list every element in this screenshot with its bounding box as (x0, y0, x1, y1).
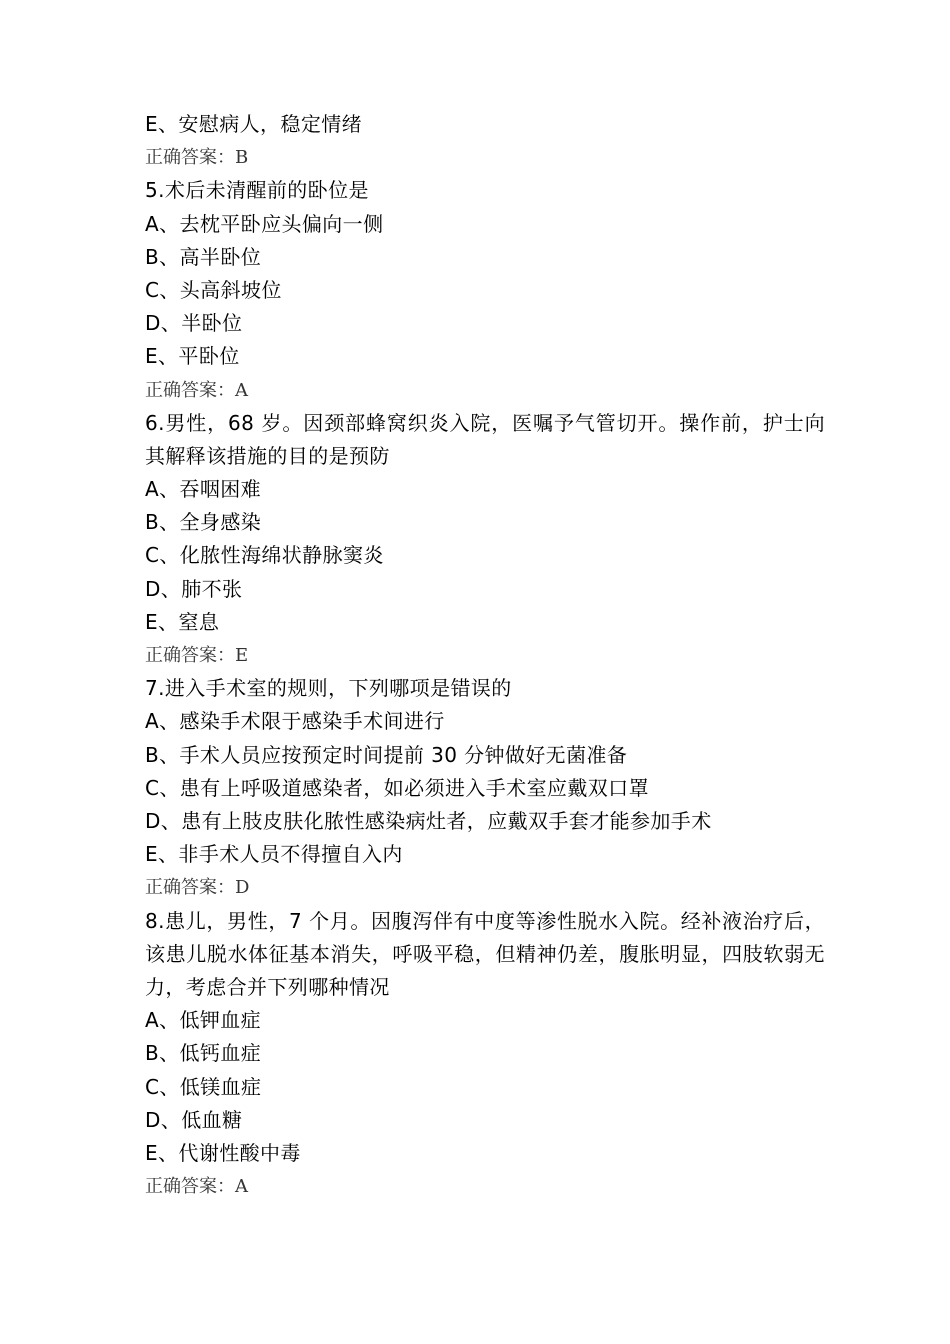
option-c: C、头高斜坡位 (145, 277, 282, 302)
question-8 (145, 905, 825, 1204)
option-d: D、低血糖 (145, 1107, 243, 1132)
option-b: B、高半卧位 (145, 244, 262, 269)
correct-answer: 正确答案：E (145, 645, 249, 667)
option-c: C、低镁血症 (145, 1074, 262, 1099)
question-stem: 7.进入手术室的规则，下列哪项是错误的 (145, 676, 512, 701)
option-e: E、代谢性酸中毒 (145, 1140, 301, 1165)
question-4-tail (145, 108, 825, 174)
question-6 (145, 407, 825, 673)
option-b: B、低钙血症 (145, 1041, 262, 1066)
option-e: E、窒息 (145, 609, 220, 634)
option-a: A、去枕平卧应头偏向一侧 (145, 211, 384, 236)
option-d: D、肺不张 (145, 576, 243, 601)
question-stem: 8.患儿，男性，7 个月。因腹泻伴有中度等渗性脱水入院。经补液治疗后，该患儿脱水体征基本消失，呼吸平稳，但精神仍差，腹胀明显，四肢软弱无力，考虑合并下列哪种情况 (145, 908, 825, 999)
option-c: C、化脓性海绵状静脉窦炎 (145, 543, 384, 568)
option-e: E、安慰病人，稳定情绪 (145, 112, 363, 136)
question-stem: 6.男性，68 岁。因颈部蜂窝织炎入院，医嘱予气管切开。操作前，护士向其解释该措施的目的是预防 (145, 410, 825, 468)
option-c: C、患有上呼吸道感染者，如必须进入手术室应戴双口罩 (145, 775, 649, 800)
option-b: B、全身感染 (145, 510, 262, 535)
option-e: E、非手术人员不得擅自入内 (145, 842, 403, 867)
correct-answer: 正确答案：A (145, 1176, 248, 1198)
option-a: A、感染手术限于感染手术间进行 (145, 709, 445, 734)
option-e: E、平卧位 (145, 344, 240, 369)
option-d: D、半卧位 (145, 311, 243, 336)
question-list (145, 108, 825, 1203)
correct-answer: 正确答案：B (145, 147, 249, 169)
option-d: D、患有上肢皮肤化脓性感染病灶者，应戴双手套才能参加手术 (145, 808, 712, 833)
correct-answer: 正确答案：D (145, 877, 250, 899)
question-stem: 5.术后未清醒前的卧位是 (145, 178, 369, 203)
question-7 (145, 672, 825, 904)
option-b: B、手术人员应按预定时间提前 30 分钟做好无菌准备 (145, 742, 628, 767)
option-a: A、低钾血症 (145, 1008, 262, 1033)
question-5 (145, 174, 825, 406)
option-a: A、吞咽困难 (145, 477, 262, 502)
correct-answer: 正确答案：A (145, 379, 248, 401)
